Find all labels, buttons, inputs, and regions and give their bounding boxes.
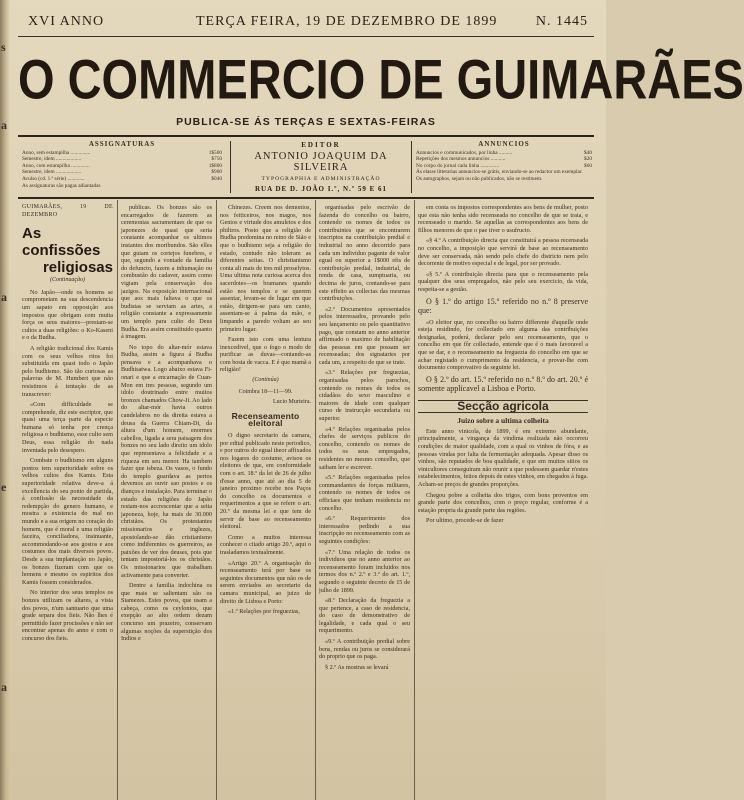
header-line — [20, 12, 594, 34]
article-paragraph: «8.º Declaração da freguezia a que pertence, a caso de residencia, do caso de demonstrativo de legalidade, e cada qual o seu requerimento. — [319, 597, 410, 635]
article-paragraph: «Com difficuldade se comprehende, diz este escriptor, que quasi uma terça parte da especie humana só tenha por crença religiosa o budhismo, esse culto sem Deus, essa religião do nada inventada pelo desespero. — [22, 401, 113, 454]
column-4 — [319, 204, 410, 794]
headline-line: As confissões — [22, 225, 101, 260]
continuation-note: (Continúa) — [252, 377, 279, 384]
article-paragraph: publicas. Os bonzes são os encarregados de fazerem as ceremonias sacramentaes de que os japonezes de quasi que seria constante acompanhar os ultimos instantes dos moribundos. São elles que guiam os cortejos funebres, e que, segundo a vontade da familia do defuncto, fazem a inhumação ou combustão do cadaver, assim como vigiam pela conservação dos jazigos. Na exposição internacional que aos mais faltava o que os budistas se serviam as artes, a religião constante a expressamente um templo para culto do Deus Budha. Era assim constituido quanto á imagem. — [121, 204, 212, 341]
newspaper-title: O COMMERCIO DE GUIMARÃES — [18, 48, 744, 111]
dateline: GUIMARÃES, 19 DE DEZEMBRO — [22, 204, 113, 218]
editor-label: EDITOR — [301, 141, 341, 149]
column-divider — [315, 200, 316, 800]
article-headline: Juizo sobre a ultima colheita — [457, 416, 549, 426]
article-paragraph: Combate o budhismo em alguns pontos tem superioridade sobre os velhos cultos dos Kamis. Esta superioridade relativa deve-a á excellencia do seu ponto de partida, á confissão da necessidade da redempção do genero humano, e mostra a existencia do mal no mundo e a sua origem no coração do homem, que é moral e uma religião faceira, conciliadora, insinuante, accommodando-se aos gostos e aos costumes dos mais diversos povos. Desde a sua implantação no Japão, os bonzes fizeram com que os homens e mesmo os espiritos dos Kamis fossem considerados. — [22, 457, 113, 586]
article-paragraph: «7.º Uma relação de todos os individuos que no anno anterior ao recenseamento foram incluidos nos termos dos n.º 2.º e 3.º do art. 1.º, segundo o seguinte decreto de 15 de julho de 1899. — [319, 548, 410, 594]
editor-name: ANTONIO JOAQUIM DA SILVEIRA — [254, 151, 388, 173]
column-divider — [414, 200, 415, 800]
continuation-note: (Continuação) — [50, 277, 85, 284]
article-paragraph: O digno secretario da camara, por edital publicado neste periodico, e por outros do egual theor affixados nos logares do costume, avisou os eleitores de que, em conformidade com o art. 18.º da lei de 26 de julho d'esse anno, que até ao dia 5 de janeiro proximo recebe nos Paços do concelho os documentos e requerimentos a que se refere o art. 20.º da mesma lei e que tem de servir de base ao recenseamento eleitoral. — [220, 432, 311, 531]
price-row: Semestre, idem ................... $900 — [22, 169, 222, 176]
article-paragraph: Chinezes. Creem nos demonios, nos feiticeiros, nos magos, nos Genios e virtude dos amuletos e dos philtros. Posto que a religião de Budha predomina no reino de Sião e que o budhismo seja a religião do estado, contudo não toleram as diferentes seitas. O christianismo conta ali mais de tres mil proselytos. Uma ultima nota curiosa acerca dos sacerdotes—os bramanes quando estão nos templos e se querem assentar, levam-se de lugar em que estão, dirigem-se para um canto, assentam-se á palma da mão, e limpando a paredo voltam ao seu primeiro lugar. — [220, 204, 311, 333]
article-paragraph: «2.º Documentos apresentados pelos interessados, provando pelo seu lançamento ou pelo quantitativo pago, que constam no anno anterior affirmado o maximo de habilitação das pessoas em que possam ser recenseadas; dos signataries por cada um, a respeito de que se trate. — [319, 305, 410, 366]
article-paragraph: Chegou pobre a colheita dos trigos, com bons proventos em grande parte dos concelhos, com o preço regular, conforme é a estação propria da grande parte das regiões. — [418, 491, 588, 514]
price-row: Semestre, idem ................... $750 — [22, 156, 222, 163]
subscriptions-box — [22, 141, 222, 189]
column-divider — [117, 200, 118, 800]
article-paragraph: «9.º A contribuição predial sobre bens, rendas ou juros se considerará do proprio que os paga. — [319, 638, 410, 661]
price-row: Annuncios e communicados, por linha .......... $40 — [416, 149, 592, 156]
place-date: Coimbra 18—11—99. — [238, 388, 293, 395]
subscriptions-heading: ASSIGNATURAS — [88, 140, 156, 148]
article-paragraph: «4.º Relações organisadas pelos chefes de serviços publicos do concelho, contendo os nomes de todos os seus empregados, residentes no mesmo concelho, que saibam ler e escrever. — [319, 425, 410, 471]
article-paragraph: § 2.º As mostras se levará — [325, 663, 389, 671]
article-paragraph: «3.º Relações por freguezias, organisadas pelos parochos, contendo os nomes de todos os cidadãos do sexo masculino e maiores de idade com qualquer curso de instrucção secundaria ou superior. — [319, 369, 410, 423]
article-paragraph: «1.º Relações por freguezias, — [228, 608, 300, 616]
editor-box — [230, 141, 412, 193]
article-paragraph: O § 2.º do art. 15.º referido no n.º 8.º do art. 20.º é somente applicavel a Lisboa e Porto. — [418, 374, 588, 394]
price-row: Anno, com estampilha .............. 1$800 — [22, 162, 222, 169]
ads-note: Ás elasse litterarias annuncios-se grátis, enviando-se ao redactor um exemplar. — [416, 169, 583, 176]
article-paragraph: organisadas pelo escrivão de fazenda do concelho ou bairro, contendo os nomes de todos os contribuintes que se encontrarem inscriptos na contribuição predial e industrial no anno decorrido para cada um individuo pagante de valor egual ou superior a 1$000 réis de contribuição predial, industrial, de renda de casa, sumptuaria, ou decima de juros, contando-se para este effeito as collectas das mesmas contribuições. — [319, 204, 410, 303]
binding-edge — [0, 0, 10, 800]
typography-label: TYPOGRAPHIA E ADMINISTRAÇÃO — [261, 176, 381, 182]
edge-mark: e — [1, 480, 7, 494]
column-5 — [418, 204, 588, 794]
article-paragraph: O § 1.º do artigo 15.º referido no n.º 8 preserve que: — [418, 296, 588, 316]
edge-mark: a — [1, 118, 7, 132]
article-paragraph: «O eleitor que, no concelho ou bairro differente d'aquelle onde esteja residindo, for collectado em alguma das contribuições designadas, poderá, declarar pelo seu recenseamento, que o concelho em que fôr collectado, entende que é o mais favoravel a que se dar, e o recenseamento na freguezia do concelho em que se achar registado o cumprimento da residencia, e provar-lhe com documento comprovativo da seguinte lei. — [418, 318, 588, 372]
column-1 — [22, 204, 113, 794]
article-paragraph: No Japão—onde os homens se comprometam na sua descendencia um sapato em opposição aos impostos que obrigam com muita força os seus maiores—prestam-se cultos a duas religiões: o Ko-Kaseni e o da Budha. — [22, 288, 113, 342]
article-paragraph: «§ 5.º A contribuição directa para que o recenseamento pela qualquer dos seus empregados, não pelo seu exercicio, da vida, respeita-se a gestão. — [418, 270, 588, 293]
signature: Lucio Murteira. — [273, 399, 311, 406]
price-row: Repetições dos mesmos annuncios ........... $20 — [416, 156, 592, 163]
article-paragraph: Como a muitos interessa conhecer o citado artigo 20.º, aqui o trasladamos textualmente. — [220, 533, 311, 556]
column-3 — [220, 204, 311, 794]
article-paragraph: «§ 4.º A contribuição directa que constituirá a pessoa recenseada no concelho, a imposição que servirá de base ao recenseamento deve ser conservada, não sendo pelo chefe do districto nem pelo decorrente de motivo especial e de legal, por ser provado. — [418, 237, 588, 268]
ads-heading: ANNUNCIOS — [478, 140, 530, 148]
subscriptions-note: As assignaturas são pagas adiantadas — [22, 182, 101, 189]
edge-mark: s — [1, 40, 6, 54]
column-2 — [121, 204, 212, 794]
article-paragraph: em conta os impostos correspondentes aos bens de mulher, posto que esta não tenha sido recenseada no concelho de que se trata, e recenseado o marido. Se aquellas as correspondentes aos bens de filhos menores de que o pae tiver o usufructo. — [418, 204, 588, 234]
article-paragraph: «Artigo 20.º A organisação do recenseamento terá por base os seguintes documentos que não os de serem enviados ao secretario da camara municipal, ao juizo de direito de Lisboa e Porto: — [220, 559, 311, 605]
article-paragraph: Este anno vinicola, de 1899, é em extremo abundante, principalmente, a vingança da vindima realizada não occorreu condições de maior qualidade, com a qual os vinhos de fóra, e as pessoas vindas por falta da fermentação adequada. Apesar disso os vinhos, são reputados de boa qualidade, e que em muitos sitios os vinicultores conseguiram não reunir a que podessem guardar n'estes estabelecimentos, feitos depois de estes vinhos, em chegados á fuga. Acham-se preços de grandes proporções. — [418, 427, 588, 489]
newspaper-subtitle: PUBLICA-SE ÁS TERÇAS E SEXTAS-FEIRAS — [176, 116, 436, 128]
price-row: Anno, sem estampilha ............... 1$500 — [22, 149, 222, 156]
editor-address: RUA DE D. JOÃO I.º, N.º 59 E 61 — [254, 185, 388, 193]
article-paragraph: «5.º Relações organisadas pelos commandantes de forças militares, contendo os nomes de todos os officiaes que tenham residencia no concelho. — [319, 474, 410, 512]
article-paragraph: Por ultimo, procede-se de fazer — [426, 517, 504, 525]
column-divider — [216, 200, 217, 800]
article-headline — [22, 225, 113, 276]
article-headline: Recenseamento eleitoral — [231, 410, 300, 429]
article-paragraph: A religião tradicional dos Kamis com os seus velhos ritos foi substituida em quasi todo o Japão pelo budhismo. São tão curiosas as palavras de M. Humbert que não resistimos á tentação de as transcrever: — [22, 344, 113, 398]
info-bar — [18, 135, 594, 199]
issue-number: N. 1445 — [535, 14, 588, 29]
section-heading: Secção agricola — [418, 400, 588, 414]
article-paragraph: Dentre a familia indochina os que mais se salientam são os Siamezes. Estes povos, que usam a cabeça, como os ceylonios, que exepção ao alto ordem dezam concurso um prazeiro, conservam algumas noções da superstição dos Indios e — [121, 582, 212, 643]
price-row: Avulso (cd. 1.ª série) ............. $040 — [22, 175, 222, 182]
article-paragraph: «6.º Requerimento dos interessados pedindo a sua inscripção no recenseamento com as seguintes condições: — [319, 515, 410, 545]
edge-mark: a — [1, 680, 7, 694]
year-label: XVI ANNO — [28, 14, 105, 29]
article-paragraph: No interior dos seus templos os bonzes utilizam os altares, a vista dos povos, n'um santuario que uma grade separa dos fieis. Não lhes é permittido fazer procissões e não ser encontrar apenas do anno e com o concurso dos fieis. — [22, 589, 113, 642]
header-rule — [18, 36, 594, 37]
ads-box — [416, 141, 592, 183]
date-label: TERÇA FEIRA, 19 DE DEZEMBRO DE 1899 — [196, 14, 498, 29]
ads-note: Os autographos, sejam ou não publicados, não se restituem. — [416, 175, 543, 182]
article-paragraph: Fazem isto com uma lentura inexcedivel, que o fogo o modo de purificar as duvas—contando-as com bosta de vacca. E é que mamã a religião! — [220, 336, 311, 374]
edge-mark: a — [1, 290, 7, 304]
article-paragraph: No topo do altar-mór estava Budha, assim a figura á Budha pensava e a acompanhava o Budhisatwa. Logo abaixo estava Fi-onari e que a encarnação de Cuan-Mon em tres pessoas, segundo um idolo doutrinado entre muitos bronzes chamados Chow-Ji. Ao lado do altar-mór havia outros candelabros no da direita estava a deusa da Guerra Chiam-Di, da altura d'um homem, enormes cabellos, ligada a sera paisagem dos bonzes no seu lado direito um idolo que representava a felicidade e a riqueza em seu menor. Ha tambem fazer que isbeza. Os vasos, o fundo do templo guardava as pertos devemos ao ouvir sao postos e os dianços e instalação. Para terminar o estado das religiões do Japão restam-nos accrescentar que a seita japoneza, hoje, ha mais de 30.000 christãos. Os protestantes missionarios e inglezes, apostolando-se dão cristianismo como indiferentes os guerreiros, as paixões de ver dos deuses, pois que tentam impostoriá-los os christãos. Os missionarios que trabalham activamente para converter. — [121, 343, 212, 579]
price-row: No corpo do jornal cada linha .............. $60 — [416, 162, 592, 169]
headline-line: religiosas — [42, 259, 113, 277]
